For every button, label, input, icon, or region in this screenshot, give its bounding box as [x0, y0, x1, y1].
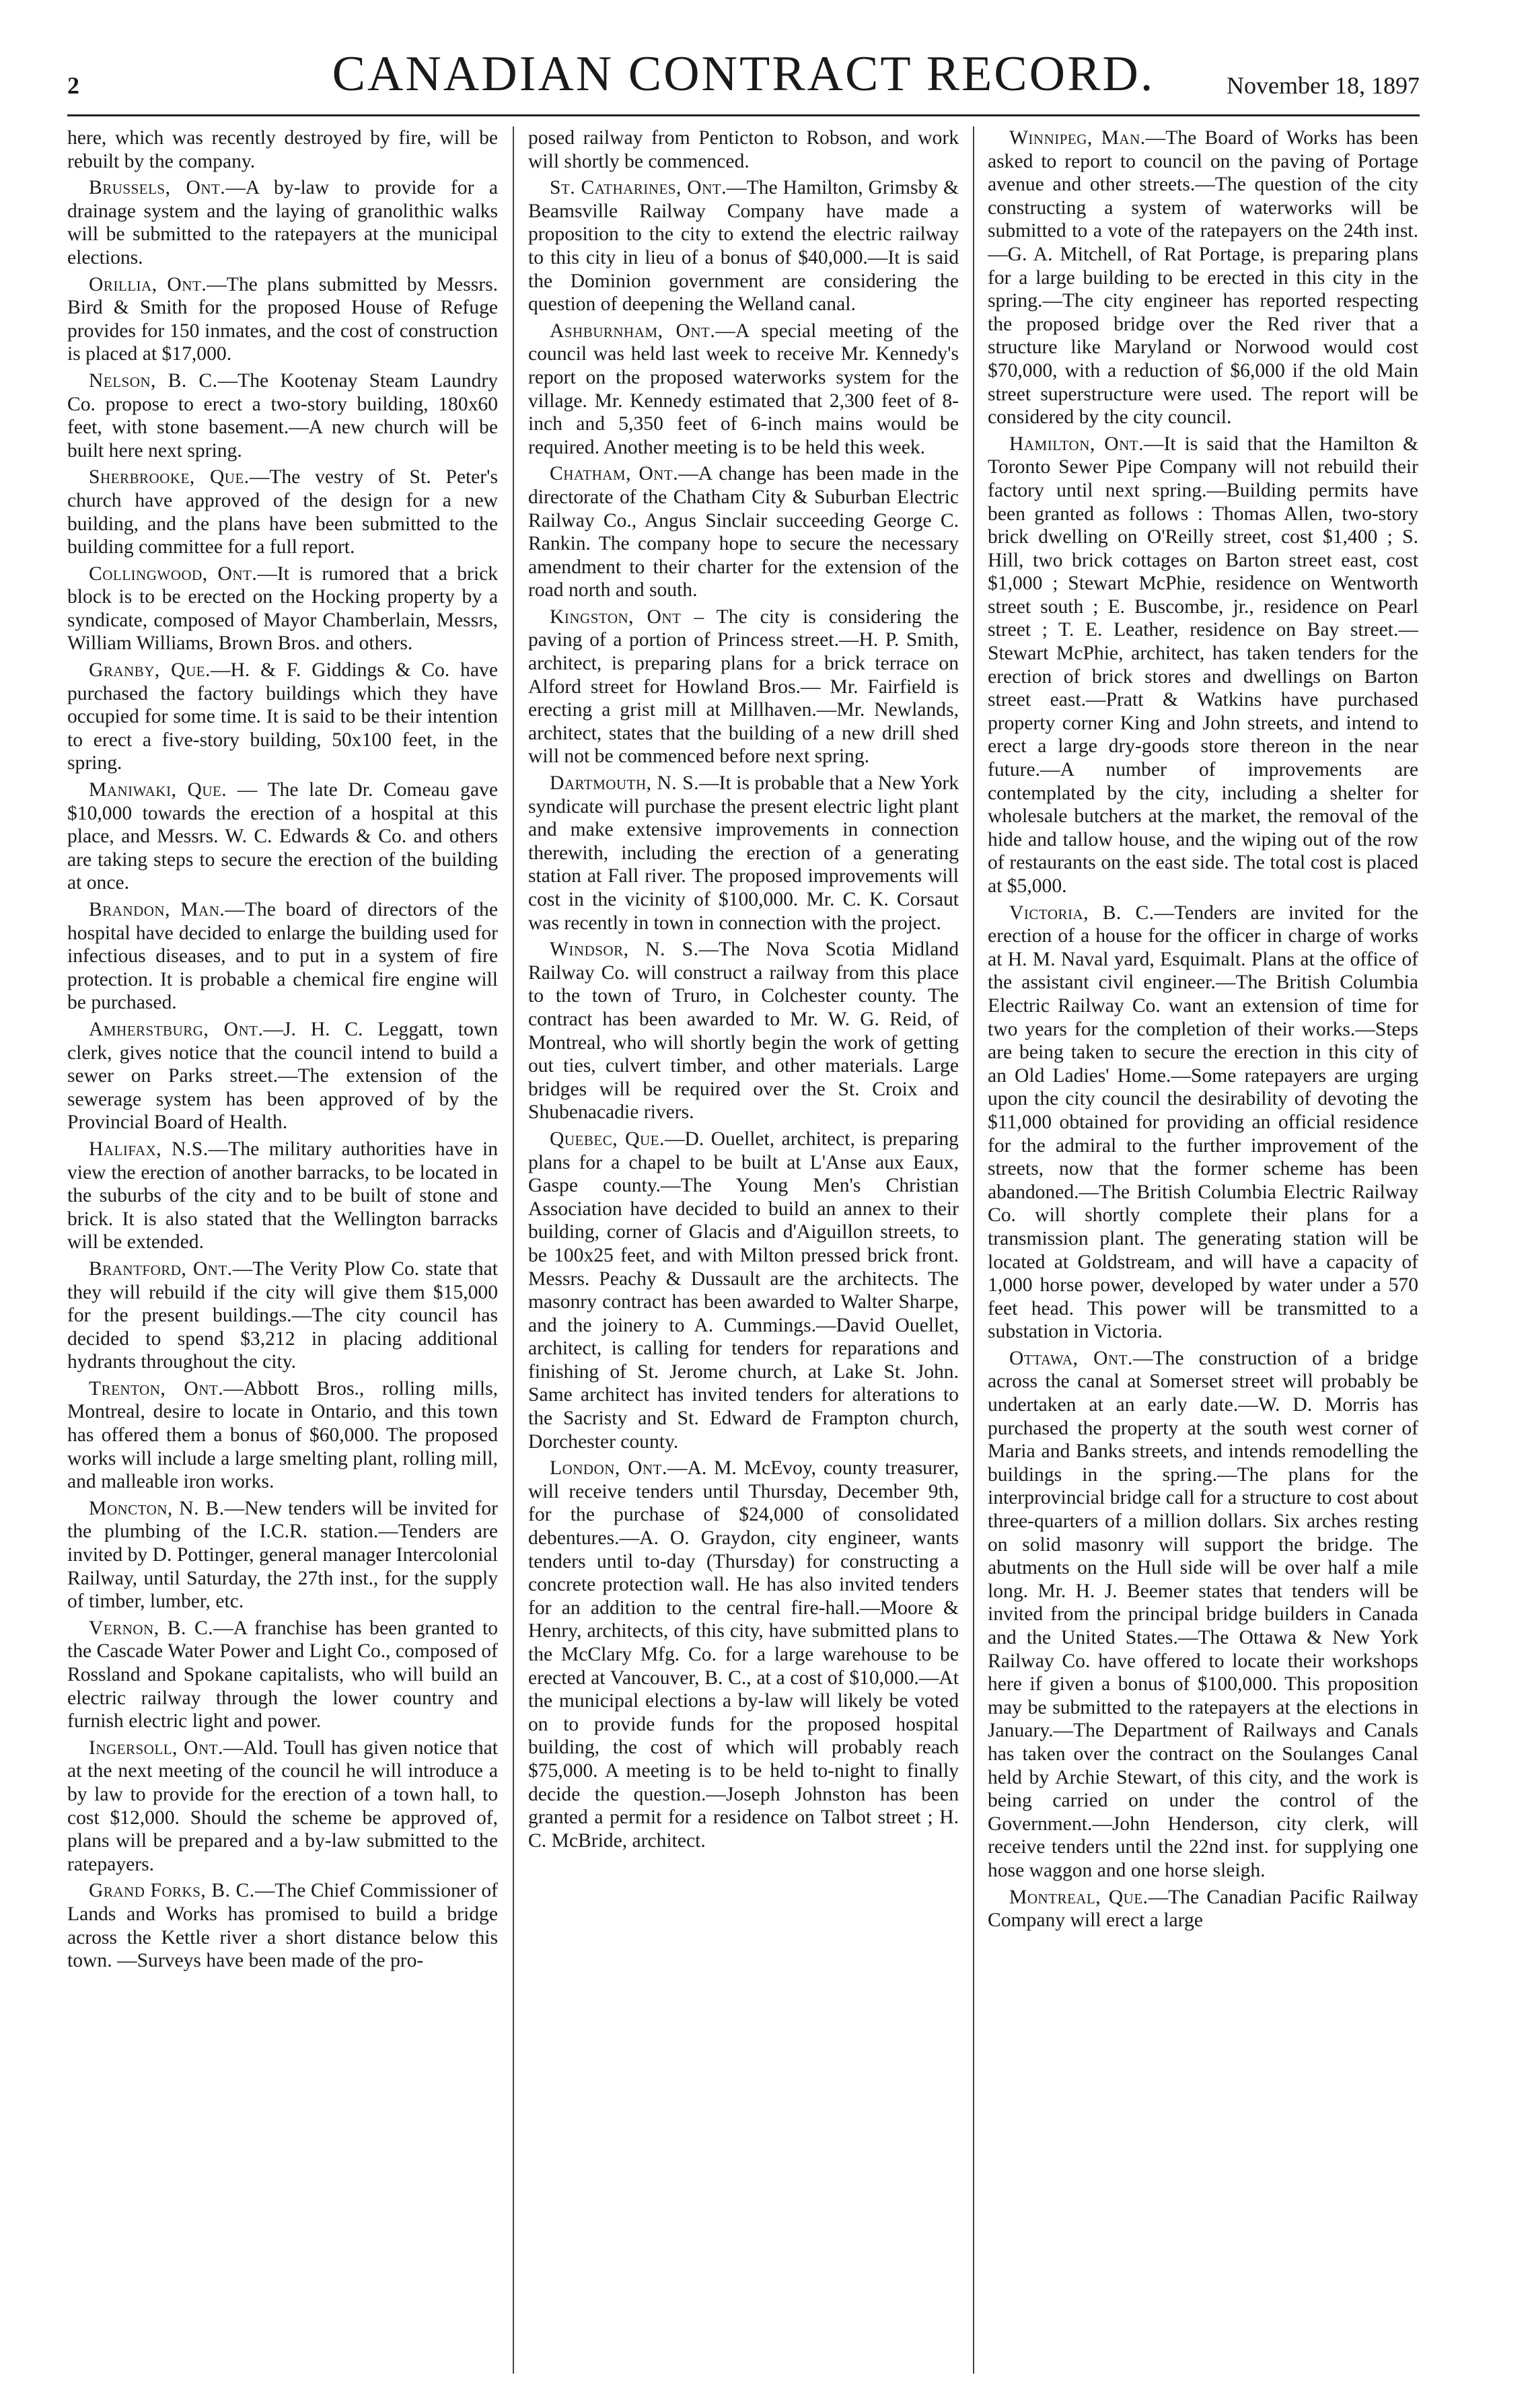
- item-text: —Tenders are invited for the erection of a house for the officer in charge of works at H. M. Naval yard, Esquimalt. Plans at the office of the assistant civil engineer.—The British Columbia Electric Railway Co. want an extension of time for two years for the completion of their works.—Steps are being taken to secure the erection in this city of an Old Ladies' Home.—Some ratepayers are urging upon the city council the desirability of devoting the $11,000 obtained for providing an official residence for the admiral to the further improvement of the streets, now that the former scheme has been abandoned.—The British Columbia Electric Railway Co. will shortly complete their plans for a transmission plant. The generating station will be located at Goldstream, and will have a capacity of 1,000 horse power, developed by water under a 570 feet head. This power will be transmitted to a substation in Victoria.: [988, 902, 1418, 1343]
- news-item: [67, 898, 498, 1015]
- dateline: Brantford, Ont.: [89, 1257, 233, 1280]
- dateline: Grand Forks, B. C.: [89, 1880, 255, 1902]
- page-number: 2: [67, 72, 79, 99]
- news-item: [67, 1257, 498, 1374]
- news-item: [67, 1879, 498, 1972]
- dateline: Halifax, N.S.: [89, 1138, 209, 1160]
- dateline: Kingston, Ont: [550, 606, 682, 628]
- news-item: [67, 466, 498, 558]
- dateline: Victoria, B. C.: [1009, 902, 1155, 924]
- column-divider: [973, 126, 974, 2374]
- dateline: Brussels, Ont.: [89, 177, 226, 199]
- item-text: —The Nova Scotia Midland Railway Co. will construct a railway from this place to the town of Truro, in Colchester county. The contract has been awarded to Mr. W. G. Reid, of Montreal, who will shortly begin the work of getting out ties, culvert timber, and other materials. Large bridges will be required over the St. Croix and Shubenacadie rivers.: [528, 939, 959, 1124]
- news-item: [67, 1138, 498, 1254]
- dateline: Orillia, Ont.: [89, 273, 207, 295]
- news-item: [67, 176, 498, 269]
- dateline: Nelson, B. C.: [89, 369, 218, 392]
- news-item: [67, 273, 498, 366]
- item-text: —The Chief Commissioner of Lands and Works has promised to build a bridge across the Kettle river a short distance below this town. —Surveys have been made of the pro-: [67, 1880, 498, 1972]
- news-item: [528, 938, 959, 1124]
- news-item: [67, 126, 498, 173]
- dateline: Granby, Que.: [89, 659, 211, 682]
- news-item: [528, 1457, 959, 1852]
- news-item: [988, 1347, 1418, 1883]
- item-text: —New tenders will be invited for the plumbing of the I.C.R. station.—Tenders are invited by D. Pottinger, general manager Intercolonial Railway, until Saturday, the 27th inst., for the supply of timber, lumber, etc.: [67, 1497, 498, 1613]
- issue-date: November 18, 1897: [1227, 72, 1420, 99]
- item-text: —The military authorities have in view the erection of another barracks, to be located in the suburbs of the city and to be built of stone and brick. It is also stated that the Wellington barracks will be extended.: [67, 1138, 498, 1253]
- publication-title: CANADIAN CONTRACT RECORD.: [332, 46, 1155, 102]
- news-item: [528, 176, 959, 316]
- dateline: Brandon, Man.: [89, 899, 225, 920]
- dateline: Collingwood, Ont.: [89, 562, 258, 585]
- item-text: —A franchise has been granted to the Cascade Water Power and Light Co., composed of Rossland and Spokane capitalists, who will build an electric railway through the lower country and furnish electric light and power.: [67, 1617, 498, 1732]
- news-item: [67, 778, 498, 895]
- item-text: —J. H. C. Leggatt, town clerk, gives notice that the council intend to build a sewer on Parks street.—The extension of the sewerage system has been approved of by the Provincial Board of Health.: [67, 1018, 498, 1134]
- item-text: —The Hamilton, Grimsby & Beamsville Railway Company have made a proposition to the city to extend the electric railway to this city in lieu of a bonus of $40,000.—It is said the Dominion government are considering the question of deepening the Welland canal.: [528, 177, 959, 316]
- news-item: [67, 1737, 498, 1876]
- news-item: [528, 1128, 959, 1453]
- item-text: posed railway from Penticton to Robson, and work will shortly be commenced.: [528, 127, 959, 172]
- column-divider: [513, 126, 514, 2374]
- news-item: [67, 1497, 498, 1613]
- item-text: here, which was recently destroyed by fire, will be rebuilt by the company.: [67, 127, 498, 172]
- item-text: —H. & F. Giddings & Co. have purchased the factory buildings which they have occupied for some time. It is said to be their intention to erect a five-story building, 50x100 feet, in the spring.: [67, 659, 498, 774]
- dateline: Winnipeg, Man.: [1009, 127, 1146, 149]
- dateline: Ottawa, Ont.: [1009, 1347, 1133, 1369]
- news-item: [67, 659, 498, 775]
- news-item: [988, 902, 1418, 1344]
- item-text: —A. M. McEvoy, county treasurer, will receive tenders until Thursday, December 9th, for the purchase of $24,000 of consolidated debentures.—A. O. Graydon, city engineer, wants tenders until to-day (Thursday) for constructing a concrete protection wall. He has also invited tenders for an addition to the central fire-hall.—Moore & Henry, architects, of this city, have submitted plans to the McClary Mfg. Co. for a large warehouse to be erected at Vancouver, B. C., at a cost of $10,000.—At the municipal elections a by-law will likely be voted on to provide funds for the proposed hospital building, the cost of which will probably reach $75,000. A meeting is to be held to-night to finally decide the question.—Joseph Johnston has been granted a permit for a residence on Talbot street ; H. C. McBride, architect.: [528, 1457, 959, 1852]
- dateline: Dartmouth, N. S.: [550, 772, 700, 795]
- dateline: Moncton, N. B.: [89, 1497, 225, 1519]
- dateline: Hamilton, Ont.: [1009, 433, 1144, 455]
- news-item: [988, 433, 1418, 898]
- item-text: —A special meeting of the council was held last week to receive Mr. Kennedy's report on the proposed waterworks system for the village. Mr. Kennedy estimated that 2,300 feet of 8-inch and 5,350 feet of 6-inch mains would be required. Another meeting is to be held this week.: [528, 320, 959, 458]
- item-text: —A by-law to provide for a drainage system and the laying of granolithic walks will be submitted to the ratepayers at the municipal elections.: [67, 177, 498, 268]
- dateline: Montreal, Que.: [1009, 1886, 1149, 1908]
- column-1: [67, 126, 498, 2374]
- news-item: [988, 126, 1418, 429]
- dateline: Ashburnham, Ont.: [550, 320, 716, 342]
- item-text: —The vestry of St. Peter's church have approved of the design for a new building, and the plans have been submitted to the building committee for a full report.: [67, 466, 498, 558]
- dateline: Vernon, B. C.: [89, 1617, 214, 1639]
- item-text: — The late Dr. Comeau gave $10,000 towards the erection of a hospital at this place, and Messrs. W. C. Edwards & Co. and others are taking steps to secure the erection of the building at once.: [67, 779, 498, 894]
- dateline: Windsor, N. S.: [550, 939, 699, 961]
- item-text: —The construction of a bridge across the canal at Somerset street will probably be undertaken at an early date.—W. D. Morris has purchased the property at the south west corner of Maria and Banks streets, and intends remodelling the buildings in the spring.—The plans for the interprovincial bridge call for a structure to cost about three-quarters of a million dollars. Six arches resting on solid masonry will support the bridge. The abutments on the Hull side will be over half a mile long. Mr. H. J. Beemer states that tenders will be invited from the principal bridge builders in Canada and the United States.—The Ottawa & New York Railway Co. have offered to locate their workshops here if given a bonus of $100,000. This proposition may be submitted to the ratepayers at the elections in January.—The Department of Railways and Canals has taken over the contract on the Soulanges Canal held by Archie Stewart, of this city, and the work is being carried on under the control of the Government.—John Henderson, city clerk, will receive tenders until the 22nd inst. for supplying one hose waggon and one horse sleigh.: [988, 1347, 1418, 1881]
- news-item: [988, 1886, 1418, 1932]
- news-item: [528, 772, 959, 935]
- item-text: —Ald. Toull has given notice that at the next meeting of the council he will introduce a by law to provide for the erection of a town hall, to cost $12,000. Should the scheme be approved of, plans will be prepared and a by-law submitted to the ratepayers.: [67, 1737, 498, 1875]
- dateline: Amherstburg, Ont.: [89, 1018, 264, 1040]
- dateline: Trenton, Ont.: [89, 1377, 224, 1399]
- dateline: Sherbrooke, Que.: [89, 466, 250, 488]
- item-text: —The Verity Plow Co. state that they will rebuild if the city will give them $15,000 for the present buildings.—The city council has decided to spend $3,212 in placing additional hydrants throughout the city.: [67, 1257, 498, 1373]
- dateline: London, Ont.: [550, 1457, 667, 1480]
- dateline: Ingersoll, Ont.: [89, 1737, 223, 1759]
- dateline: Maniwaki, Que.: [89, 779, 227, 801]
- header-rule: [67, 114, 1420, 116]
- item-text: —D. Ouellet, architect, is preparing plans for a chapel to be built at L'Anse aux Eaux, Gaspe county.—The Young Men's Christian Association have decided to build an annex to their building, corner of Glacis and d'Aiguillon streets, to be 100x25 feet, and with Milton pressed brick front. Messrs. Peachy & Dussault are the architects. The masonry contract has been awarded to Walter Sharpe, and the joinery to A. Cummings.—David Ouellet, architect, is calling for tenders for reparations and finishing of St. Jerome church, at Lake St. John. Same architect has invited tenders for alterations to the Sacristy and St. Edward de Frampton church, Dorchester county.: [528, 1128, 959, 1453]
- item-text: —The Canadian Pacific Railway Company will erect a large: [988, 1886, 1418, 1932]
- news-item: [67, 562, 498, 655]
- item-text: – The city is considering the paving of a portion of Princess street.—H. P. Smith, architect, is preparing plans for a brick terrace on Alford street for Howland Bros.— Mr. Fairfield is erecting a grist mill at Millhaven.—Mr. Newlands, architect, states that the building of a new drill shed will not be commenced before next spring.: [528, 606, 959, 768]
- news-item: [528, 606, 959, 768]
- dateline: Quebec, Que.: [550, 1128, 665, 1150]
- item-text: —The plans submitted by Messrs. Bird & Smith for the proposed House of Refuge provides for 150 inmates, and the cost of construction is placed at $17,000.: [67, 273, 498, 365]
- news-item: [528, 462, 959, 602]
- page-header: [67, 46, 1420, 113]
- news-item: [67, 1617, 498, 1733]
- news-item: [67, 1018, 498, 1134]
- item-text: —A change has been made in the directorate of the Chatham City & Suburban Electric Railway Co., Angus Sinclair succeeding George C. Rankin. The company hope to secure the necessary amendment to their charter for the extension of the road north and south.: [528, 463, 959, 601]
- item-text: —It is probable that a New York syndicate will purchase the present electric light plant and make extensive improvements in connection therewith, including the erection of a generating station at Fall river. The proposed improvements will cost in the vicinity of $100,000. Mr. C. K. Corsaut was recently in town in connection with the project.: [528, 772, 959, 934]
- news-item: [67, 1377, 498, 1494]
- column-3: [988, 126, 1418, 2374]
- dateline: Chatham, Ont.: [550, 463, 679, 485]
- item-text: —It is said that the Hamilton & Toronto Sewer Pipe Company will not rebuild their factory until next spring.—Building permits have been granted as follows : Thomas Allen, two-story brick dwelling on O'Reilly street, cost $1,400 ; S. Hill, two brick cottages on Barton street east, cost $1,000 ; Stewart McPhie, residence on Wentworth street south ; E. Buscombe, jr., residence on Pearl street ; T. E. Leather, residence on Bay street.—Stewart McPhie, architect, has taken tenders for the erection of brick stores and dwellings on Barton street east.—Pratt & Watkins have purchased property corner King and John streets, and intend to erect a large dry-goods store thereon in the near future.—A number of improvements are contemplated by the city, including a shelter for wholesale butchers at the market, the removal of the hide and tallow house, and the wiping out of the row of restaurants on the east side. The total cost is placed at $5,000.: [988, 433, 1418, 897]
- item-text: —It is rumored that a brick block is to be erected on the Hocking property by a syndicate, composed of Mayor Chamberlain, Messrs, William Williams, Brown Bros. and others.: [67, 562, 498, 655]
- item-text: —Abbott Bros., rolling mills, Montreal, desire to locate in Ontario, and this town has offered them a bonus of $60,000. The proposed works will include a large smelting plant, rolling mill, and malleable iron works.: [67, 1377, 498, 1493]
- item-text: —The Kootenay Steam Laundry Co. propose to erect a two-story building, 180x60 feet, with stone basement.—A new church will be built here next spring.: [67, 369, 498, 462]
- item-text: —The Board of Works has been asked to report to council on the paving of Portage avenue and other streets.—The question of the city constructing a system of waterworks will be submitted to a vote of the ratepayers on the 24th inst.—G. A. Mitchell, of Rat Portage, is preparing plans for a large building to be erected in this city in the spring.—The city engineer has reported respecting the proposed bridge over the Red river that a structure like Maryland or Norwood would cost $70,000, with a reduction of $6,000 if the old Main street superstructure were used. The report will be considered by the city council.: [988, 127, 1418, 429]
- news-item: [67, 369, 498, 462]
- column-2: [528, 126, 959, 2374]
- dateline: St. Catharines, Ont.: [550, 177, 727, 199]
- news-item: [528, 320, 959, 460]
- item-text: —The board of directors of the hospital have decided to enlarge the building used for infectious diseases, and to put in a system of fire protection. It is probable a chemical fire engine will be purchased.: [67, 899, 498, 1014]
- news-item: [528, 126, 959, 173]
